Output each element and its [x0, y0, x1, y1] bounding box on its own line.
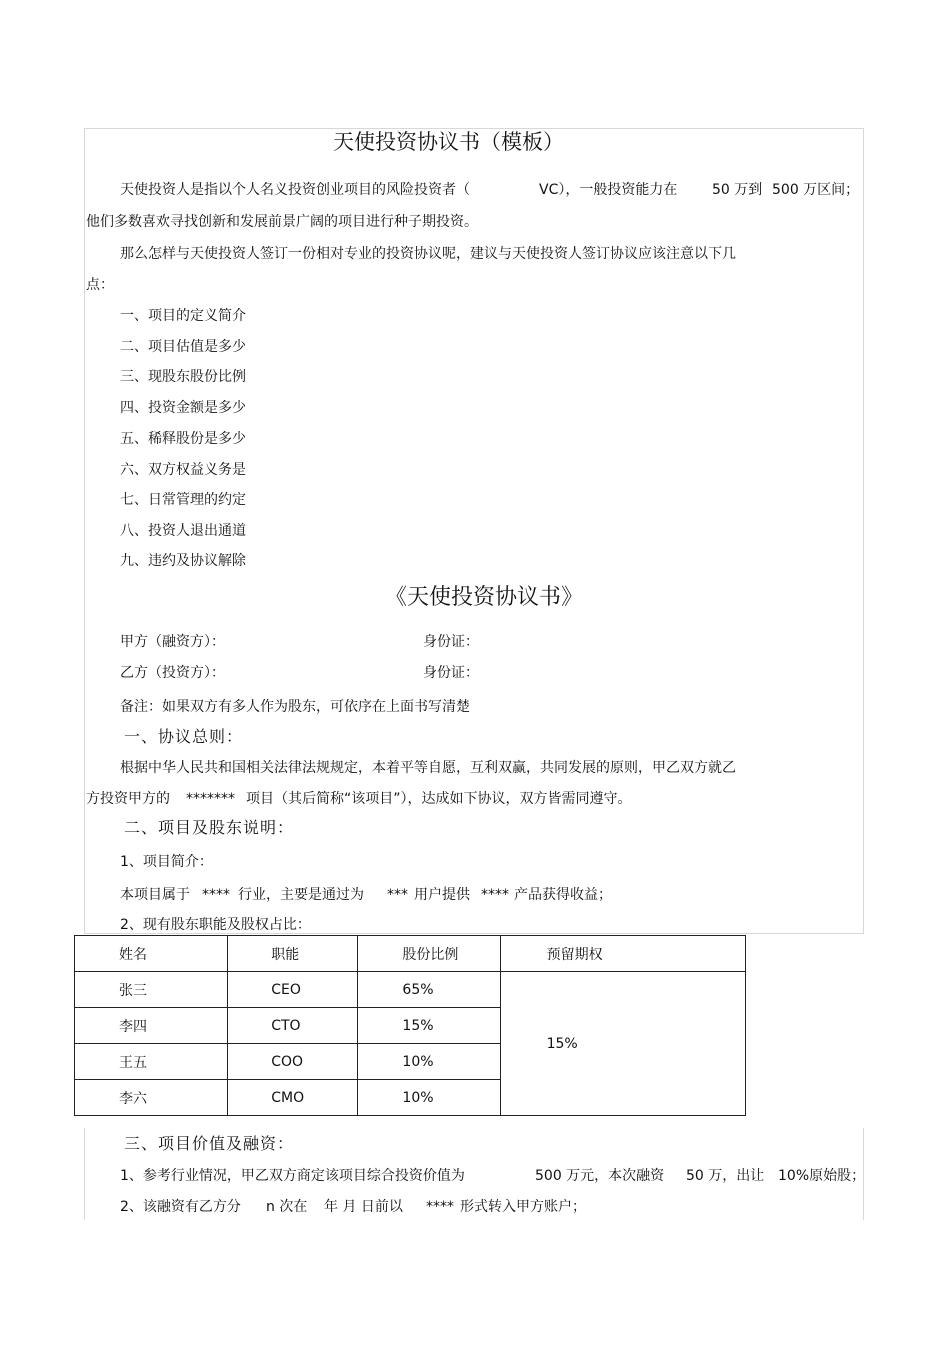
cell-name: 李六 [75, 1080, 228, 1116]
intro-line-1c: 50 万到 [712, 182, 763, 198]
section-2-line-2f: **** [481, 887, 509, 903]
intro-line-1a: 天使投资人是指以个人名义投资创业项目的风险投资者（ [120, 182, 470, 198]
section-3-line-1d: 10%原始股； [778, 1168, 866, 1184]
party-b-label: 乙方（投资方）： [120, 665, 225, 681]
section-3-title: 三、项目价值及融资： [124, 1134, 295, 1153]
section-3-line-2b: n 次在 [266, 1199, 308, 1215]
header-role: 职能 [228, 936, 358, 972]
intro-line-4: 点： [86, 277, 114, 293]
cell-reserved-options: 15% [500, 972, 745, 1116]
shareholder-table [74, 935, 746, 1116]
section-2-line-2e: 用户提供 [414, 887, 470, 903]
cell-role: COO [228, 1044, 358, 1080]
section-2-line-2c: 行业，主要是通过为 [238, 887, 364, 903]
party-b-id-label: 身份证： [423, 665, 479, 681]
section-1-line-1: 根据中华人民共和国相关法律法规规定，本着平等自愿，互利双赢，共同发展的原则，甲乙双方就乙 [120, 760, 736, 776]
cell-share: 10% [358, 1044, 500, 1080]
header-name: 姓名 [75, 936, 228, 972]
cell-name: 张三 [75, 972, 228, 1008]
cell-share: 65% [358, 972, 500, 1008]
header-reserved-options: 预留期权 [500, 936, 745, 972]
section-1-line-2b: ******* [186, 791, 235, 807]
section-1-line-2a: 方投资甲方的 [86, 791, 170, 807]
agreement-title: 《天使投资协议书》 [385, 585, 584, 610]
section-2-line-3: 2、现有股东职能及股权占比： [120, 917, 311, 933]
section-1-line-2c: 项目（其后简称“该项目”），达成如下协议，双方皆需同遵守。 [246, 791, 632, 807]
party-a-id-label: 身份证： [423, 634, 479, 650]
section-3-line-2a: 2、该融资有乙方分 [120, 1199, 241, 1215]
section-2-title: 二、项目及股东说明： [124, 818, 295, 837]
intro-line-2: 他们多数喜欢寻找创新和发展前景广阔的项目进行种子期投资。 [86, 214, 478, 230]
point-item: 二、项目估值是多少 [120, 339, 246, 355]
section-3-line-1a: 1、参考行业情况，甲乙双方商定该项目综合投资价值为 [120, 1168, 465, 1184]
section-3-line-1c: 50 万，出让 [686, 1168, 765, 1184]
point-item: 四、投资金额是多少 [120, 400, 246, 416]
section-1-title: 一、协议总则： [124, 727, 244, 746]
header-share: 股份比例 [358, 936, 500, 972]
point-item: 七、日常管理的约定 [120, 492, 246, 508]
cell-name: 李四 [75, 1008, 228, 1044]
cell-role: CEO [228, 972, 358, 1008]
point-item: 六、双方权益义务是 [120, 462, 246, 478]
cell-share: 15% [358, 1008, 500, 1044]
point-item: 三、现股东股份比例 [120, 369, 246, 385]
cell-name: 王五 [75, 1044, 228, 1080]
section-3-line-2c: 年 月 日前以 [324, 1199, 403, 1215]
section-2-line-2b: **** [202, 887, 230, 903]
section-2-line-1: 1、项目简介： [120, 854, 213, 870]
point-item: 五、稀释股份是多少 [120, 431, 246, 447]
section-2-line-2d: *** [387, 887, 408, 903]
section-3-line-2d: **** [426, 1199, 454, 1215]
section-2-line-2g: 产品获得收益； [514, 887, 612, 903]
document-title: 天使投资协议书（模板） [333, 130, 564, 154]
party-a-label: 甲方（融资方）： [120, 634, 225, 650]
section-3-line-2e: 形式转入甲方账户； [460, 1199, 586, 1215]
intro-line-3: 那么怎样与天使投资人签订一份相对专业的投资协议呢，建议与天使投资人签订协议应该注意以下几 [120, 246, 736, 262]
cell-role: CMO [228, 1080, 358, 1116]
section-2-line-2a: 本项目属于 [120, 887, 190, 903]
point-item: 八、投资人退出通道 [120, 523, 246, 539]
cell-role: CTO [228, 1008, 358, 1044]
intro-line-1d: 500 万区间； [772, 182, 860, 198]
point-item: 一、项目的定义简介 [120, 308, 246, 324]
note-text: 备注：如果双方有多人作为股东，可依序在上面书写清楚 [120, 699, 470, 715]
cell-share: 10% [358, 1080, 500, 1116]
table-row [75, 972, 746, 1008]
table-header-row [75, 936, 746, 972]
intro-line-1b: VC），一般投资能力在 [539, 182, 678, 198]
section-3-line-1b: 500 万元，本次融资 [535, 1168, 665, 1184]
point-item: 九、违约及协议解除 [120, 553, 246, 569]
